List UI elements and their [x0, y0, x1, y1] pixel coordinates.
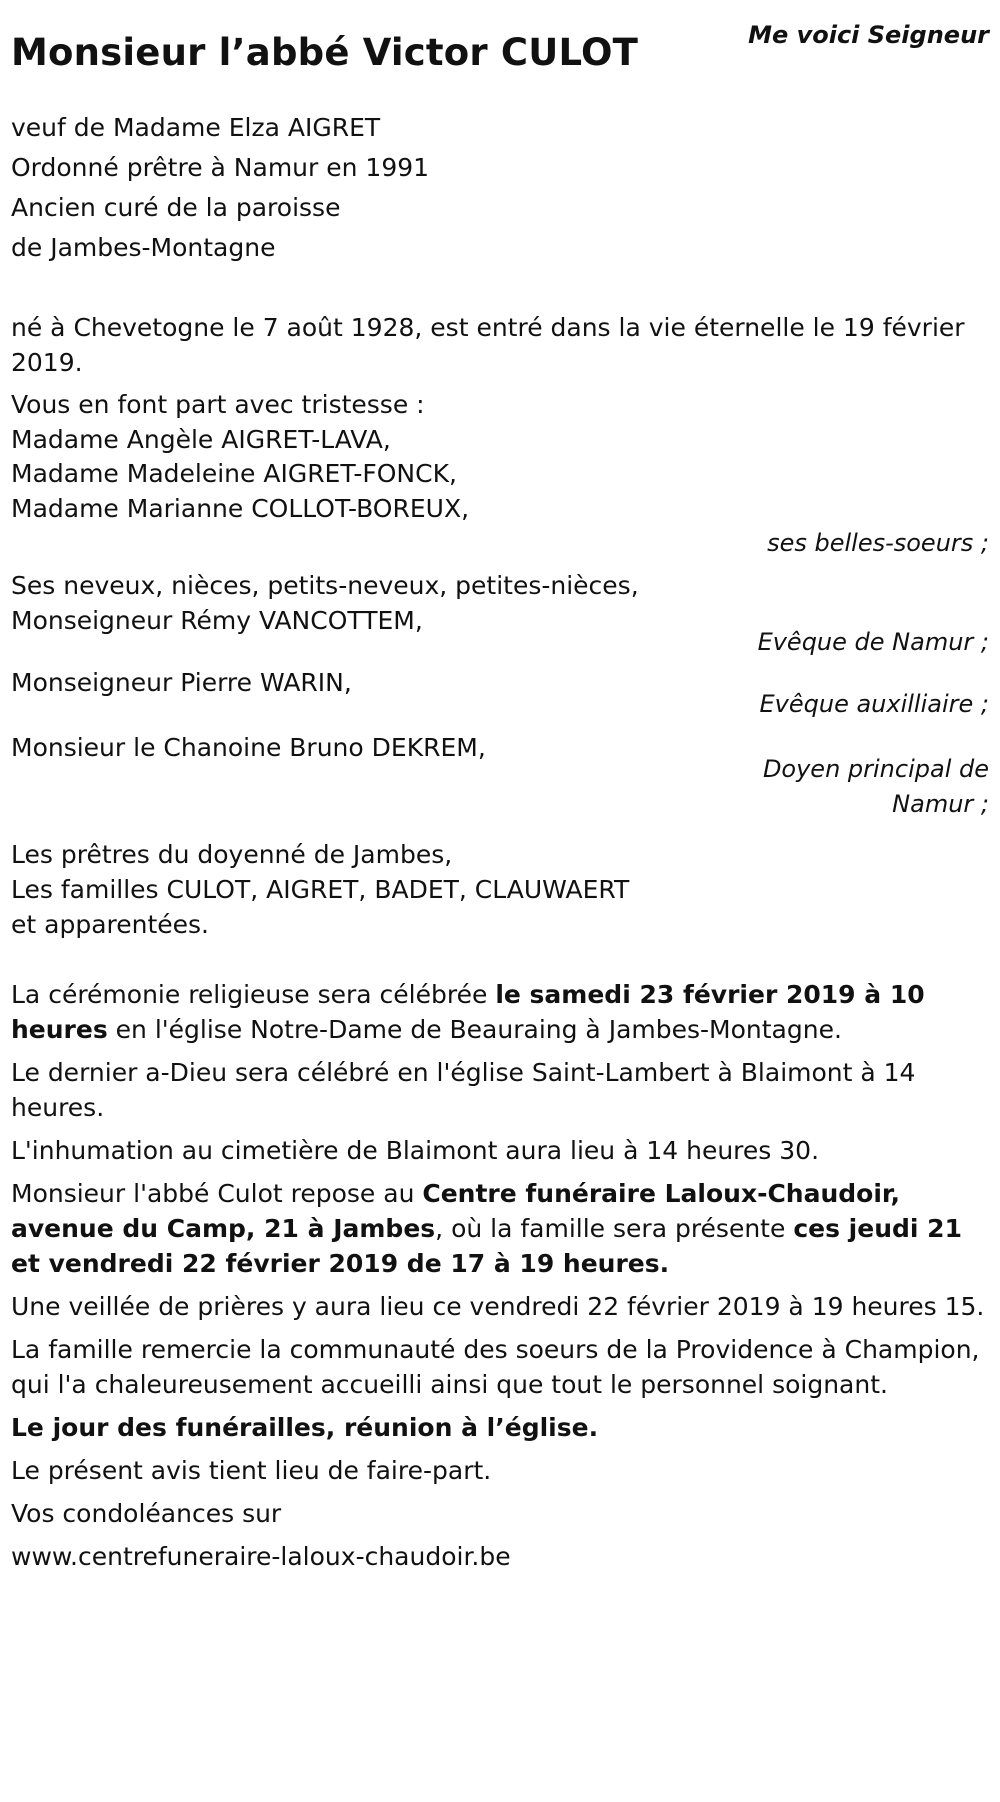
- bishop-name: Monseigneur Rémy VANCOTTEM,: [11, 606, 423, 635]
- intro-line: veuf de Madame Elza AIGRET: [11, 113, 381, 142]
- others-line: Les familles CULOT, AIGRET, BADET, CLAUWAERT: [11, 875, 630, 904]
- ceremony-paragraph: [11, 977, 989, 1047]
- website-link[interactable]: www.centrefuneraire-laloux-chaudoir.be: [11, 1542, 511, 1571]
- rest-text-2: , où la famille sera présente: [435, 1214, 794, 1243]
- nephews-line: Ses neveux, nièces, petits-neveux, petites-nièces,: [11, 571, 639, 600]
- rest-text: Monsieur l'abbé Culot repose au: [11, 1179, 423, 1208]
- dean-role: Doyen principal de Namur ;: [762, 755, 989, 818]
- page-title: Monsieur l’abbé Victor CULOT: [11, 31, 639, 74]
- condolences-paragraph: Vos condoléances sur: [11, 1499, 282, 1528]
- others-block: [11, 837, 989, 942]
- dean-name: Monsieur le Chanoine Bruno DEKREM,: [11, 733, 486, 762]
- sister-in-law: Madame Angèle AIGRET-LAVA,: [11, 424, 391, 454]
- aux-bishop-name: Monseigneur Pierre WARIN,: [11, 668, 352, 697]
- rest-paragraph: [11, 1176, 989, 1281]
- others-line: et apparentées.: [11, 910, 209, 939]
- ceremony-block: [11, 977, 989, 1574]
- others-line: Les prêtres du doyenné de Jambes,: [11, 840, 453, 869]
- motto: Me voici Seigneur: [748, 21, 989, 49]
- ceremony-place: en l'église Notre-Dame de Beauraing à Jambes-Montagne.: [107, 1015, 842, 1044]
- family-block: [11, 388, 989, 560]
- obituary-page: [11, 0, 989, 1574]
- meeting-paragraph: [11, 1410, 989, 1445]
- notice-paragraph: Le présent avis tient lieu de faire-part.: [11, 1456, 492, 1485]
- sister-in-law: Madame Madeleine AIGRET-FONCK,: [11, 459, 457, 488]
- burial-paragraph: L'inhumation au cimetière de Blaimont aura lieu à 14 heures 30.: [11, 1136, 820, 1165]
- visit-dates: ces jeudi 21 et vendredi 22 février 2019 de 17 à 19 heures.: [11, 1214, 962, 1278]
- nephews-block: [11, 568, 989, 659]
- ceremony-date: le samedi 23 février 2019 à 10 heures: [11, 980, 925, 1044]
- farewell-paragraph: Le dernier a-Dieu sera célébré en l'église Saint-Lambert à Blaimont à 14 heures.: [11, 1058, 916, 1122]
- meeting-text: Le jour des funérailles, réunion à l’église.: [11, 1413, 599, 1442]
- thanks-paragraph: La famille remercie la communauté des soeurs de la Providence à Champion, qui l'a chaleureusement accueilli ainsi que tout le personnel soignant.: [11, 1335, 980, 1399]
- birth-paragraph: né à Chevetogne le 7 août 1928, est entré dans la vie éternelle le 19 février 2019.: [11, 313, 965, 377]
- intro-line: Ancien curé de la paroisse: [11, 193, 341, 222]
- vigil-paragraph: Une veillée de prières y aura lieu ce vendredi 22 février 2019 à 19 heures 15.: [11, 1292, 985, 1321]
- sisters-in-law-role: ses belles-soeurs ;: [767, 529, 989, 557]
- announce-line: Vous en font part avec tristesse :: [11, 390, 425, 419]
- funeral-center: Centre funéraire Laloux-Chaudoir, avenue du Camp, 21 à Jambes: [11, 1179, 901, 1243]
- aux-bishop-role: Evêque auxilliaire ;: [759, 690, 989, 718]
- intro-line: de Jambes-Montagne: [11, 233, 276, 262]
- ceremony-text: La cérémonie religieuse sera célébrée: [11, 980, 496, 1009]
- header: [11, 0, 989, 108]
- intro-block: [11, 108, 989, 268]
- bishop-role: Evêque de Namur ;: [757, 628, 989, 656]
- intro-line: Ordonné prêtre à Namur en 1991: [11, 153, 430, 182]
- sister-in-law: Madame Marianne COLLOT-BOREUX,: [11, 493, 470, 523]
